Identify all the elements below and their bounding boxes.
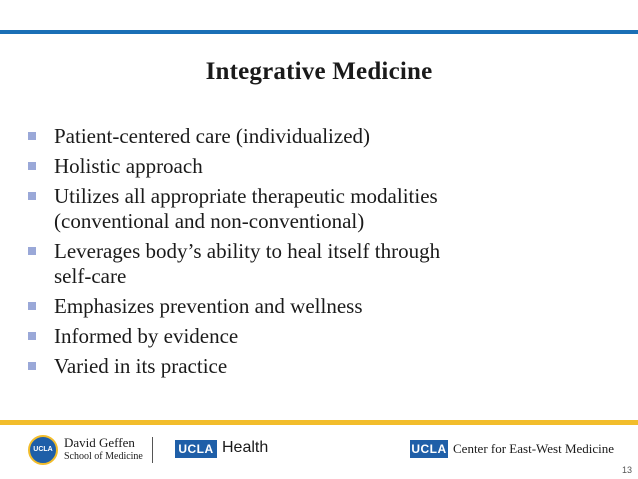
ucla-health-text: Health [222,439,269,456]
ucla-seal-icon: UCLA [28,435,58,465]
bullet-item [28,184,608,234]
square-bullet-icon [28,302,36,310]
bullet-text-continued: (conventional and non-conventional) [54,209,365,233]
footer-logos [0,425,638,479]
square-bullet-icon [28,362,36,370]
bullet-item [28,324,608,349]
square-bullet-icon [28,132,36,140]
logo-divider [152,437,153,463]
bullet-item [28,294,608,319]
page-number: 13 [621,465,632,475]
bullet-text: Holistic approach [54,154,203,178]
square-bullet-icon [28,192,36,200]
square-bullet-icon [28,332,36,340]
bullet-text: Utilizes all appropriate therapeutic modalities [54,184,438,208]
bullet-text: Patient-centered care (individualized) [54,124,371,148]
bullet-item [28,154,608,179]
slide-title: Integrative Medicine [205,58,433,85]
dgsom-name: David Geffen [64,435,135,450]
cewm-badge: UCLA [411,442,447,456]
bullet-item [28,124,608,149]
bullet-list [28,124,608,384]
dgsom-school: School of Medicine [64,451,143,462]
bullet-text: Emphasizes prevention and wellness [54,294,363,318]
bullet-text: Varied in its practice [54,354,228,378]
square-bullet-icon [28,162,36,170]
bullet-text: Leverages body’s ability to heal itself through [54,239,441,263]
bullet-item [28,239,608,289]
bullet-text-continued: self-care [54,264,127,288]
top-blue-rule [0,30,638,34]
square-bullet-icon [28,247,36,255]
cewm-text: Center for East-West Medicine [453,441,615,456]
dgsom-logo [64,436,143,463]
bullet-text: Informed by evidence [54,324,239,348]
bullet-item [28,354,608,379]
ucla-health-badge: UCLA [175,440,217,458]
